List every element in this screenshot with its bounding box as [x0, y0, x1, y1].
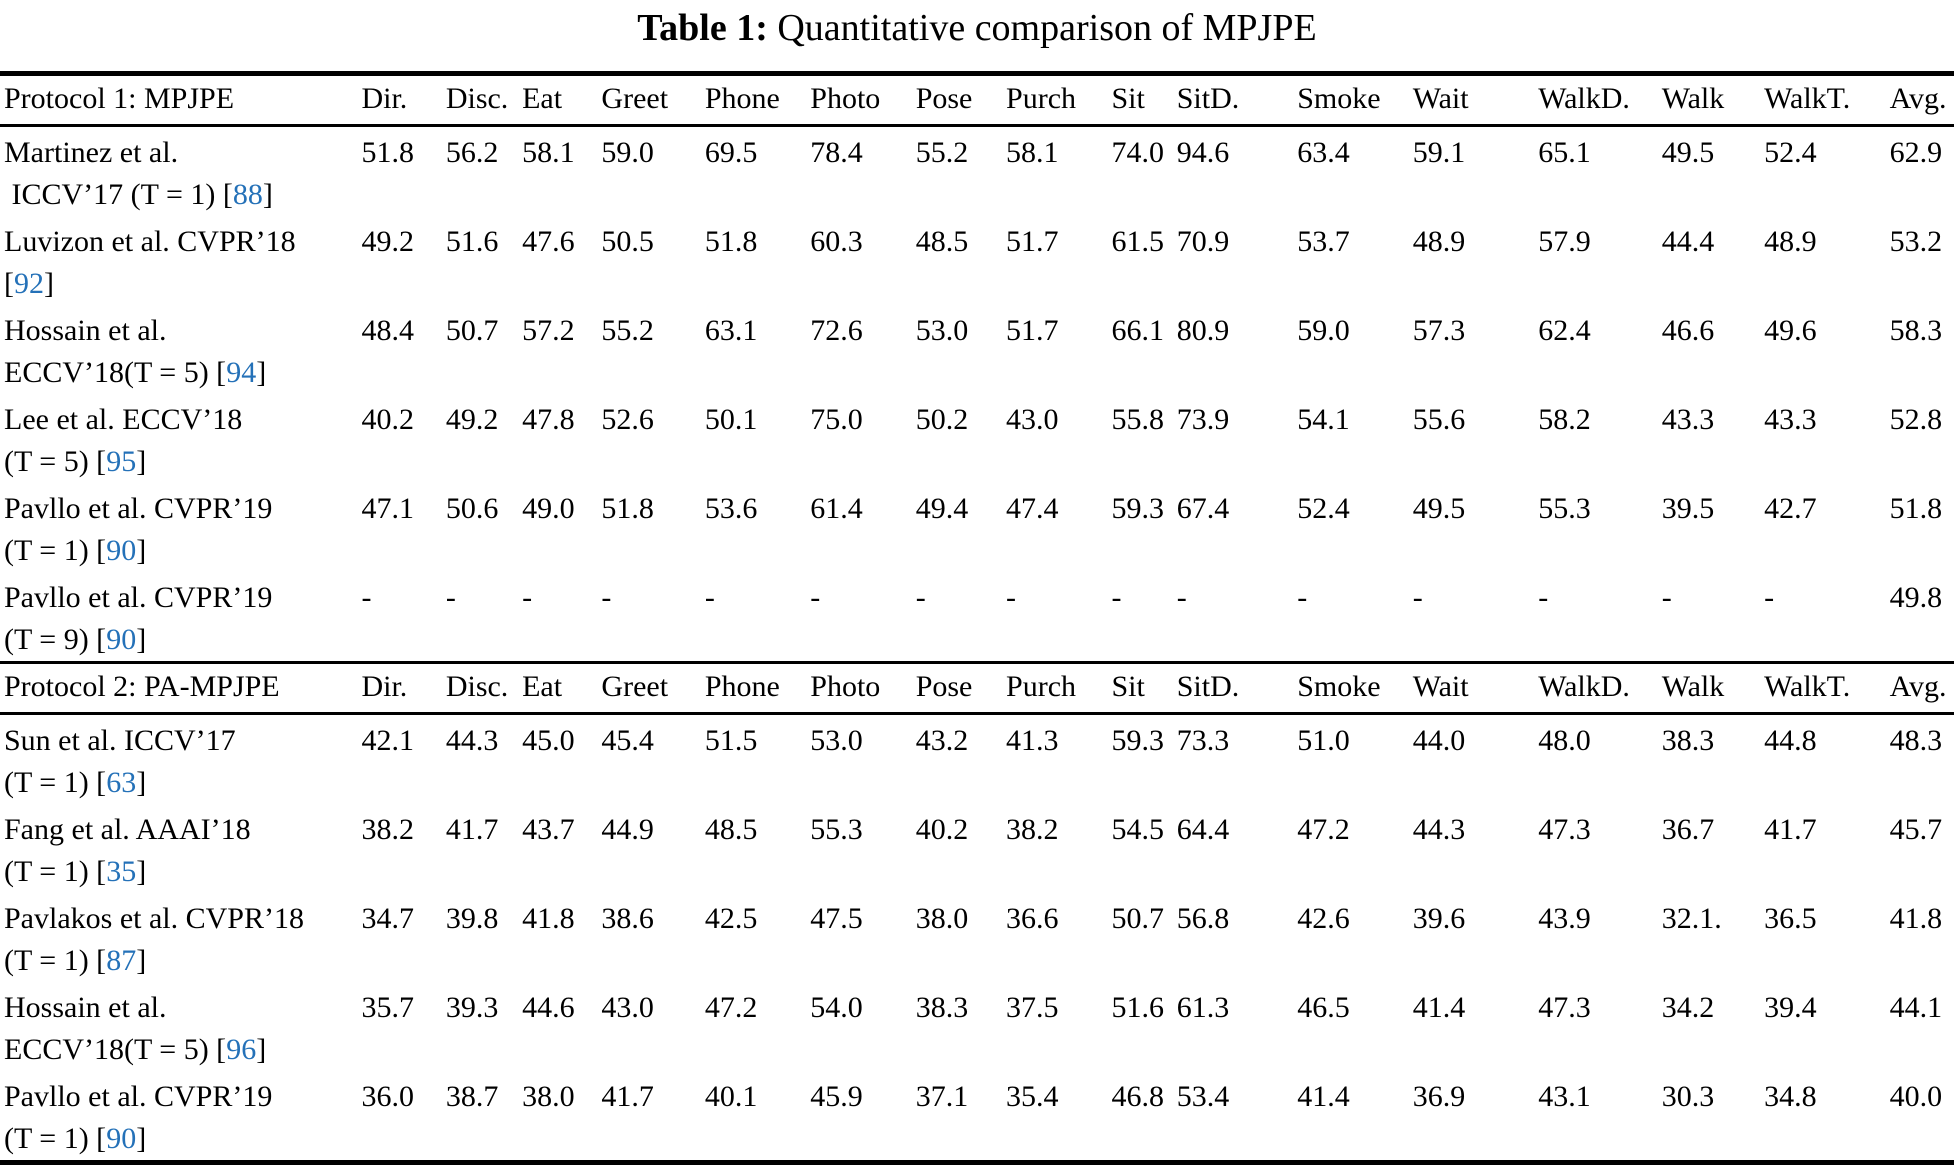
metric-value: 48.9 — [1764, 225, 1817, 258]
metric-value: 39.4 — [1764, 991, 1817, 1024]
metric-value: 43.2 — [915, 724, 969, 757]
protocol-label: Protocol 2: PA-MPJPE — [0, 663, 361, 714]
metric-value: 49.5 — [1412, 492, 1466, 525]
metric-value: 58.1 — [522, 136, 575, 169]
metric-value: 62.4 — [1538, 314, 1591, 347]
metric-value: 59.3 — [1111, 492, 1164, 525]
metric-value: 44.8 — [1764, 724, 1817, 757]
method-name: Fang et al. AAAI’18 — [4, 813, 251, 846]
metric-value: 55.3 — [810, 813, 863, 846]
metric-value: 56.8 — [1176, 902, 1230, 935]
metric-value: 38.2 — [361, 813, 414, 846]
column-header: WalkD. — [1538, 663, 1662, 714]
metric-value: 44.3 — [1412, 813, 1466, 846]
metric-value: 38.3 — [1661, 724, 1715, 757]
metric-value: 40.2 — [915, 813, 969, 846]
metric-value: 63.1 — [704, 314, 758, 347]
metric-value: 53.7 — [1297, 225, 1350, 258]
method-cell — [0, 1071, 361, 1163]
metric-value: 57.2 — [522, 314, 575, 347]
metric-value: 45.7 — [1889, 813, 1943, 846]
metric-value: 47.2 — [1297, 813, 1350, 846]
metric-value: 41.7 — [601, 1080, 654, 1113]
metric-value: 50.7 — [445, 314, 499, 347]
table-caption-text: Quantitative comparison of MPJPE — [767, 7, 1317, 49]
metric-value: - — [704, 581, 715, 614]
metric-value: 41.7 — [1764, 813, 1817, 846]
citation-link[interactable]: 95 — [106, 445, 137, 478]
metric-value: 49.2 — [361, 225, 414, 258]
metric-value: 47.5 — [810, 902, 863, 935]
column-header: Photo — [810, 74, 915, 126]
column-header: WalkT. — [1764, 74, 1890, 126]
metric-value: 55.3 — [1538, 492, 1591, 525]
method-venue: (T = 1) [35] — [4, 855, 147, 888]
metric-value: 55.2 — [915, 136, 969, 169]
metric-value: 36.7 — [1661, 813, 1715, 846]
column-header: WalkT. — [1764, 663, 1890, 714]
column-header: Walk — [1662, 663, 1764, 714]
method-name: Pavllo et al. CVPR’19 — [4, 1080, 273, 1113]
table-row — [0, 982, 1954, 1071]
metric-value: 59.3 — [1111, 724, 1164, 757]
metric-value: 48.9 — [1412, 225, 1466, 258]
table-row — [0, 714, 1954, 805]
metric-value: 47.4 — [1006, 492, 1059, 525]
column-header: SitD. — [1177, 663, 1297, 714]
column-header: Eat — [522, 74, 601, 126]
metric-value: 61.4 — [810, 492, 863, 525]
table-row — [0, 305, 1954, 394]
column-header: Greet — [601, 74, 704, 126]
metric-value: 43.0 — [1006, 403, 1059, 436]
metric-value: 41.8 — [1889, 902, 1943, 935]
citation-link[interactable]: 92 — [14, 267, 44, 300]
metric-value: - — [522, 581, 533, 614]
metric-value: 51.6 — [1111, 991, 1164, 1024]
method-cell — [0, 893, 361, 982]
citation-link[interactable]: 63 — [106, 766, 137, 799]
metric-value: 36.5 — [1764, 902, 1817, 935]
metric-value: 53.0 — [810, 724, 863, 757]
metric-value: - — [1538, 581, 1549, 614]
metric-value: - — [445, 581, 456, 614]
metric-value: 53.4 — [1176, 1080, 1230, 1113]
metric-value: 41.8 — [522, 902, 575, 935]
method-venue: (T = 1) [63] — [4, 766, 147, 799]
method-venue: (T = 5) [95] — [4, 445, 147, 478]
metric-value: 51.5 — [704, 724, 758, 757]
metric-value: 61.5 — [1111, 225, 1164, 258]
metric-value: - — [915, 581, 926, 614]
metric-value: 35.4 — [1006, 1080, 1059, 1113]
metric-value: - — [1661, 581, 1672, 614]
table-row — [0, 804, 1954, 893]
table-row — [0, 394, 1954, 483]
method-cell — [0, 483, 361, 572]
metric-value: 78.4 — [810, 136, 863, 169]
method-name: Pavlakos et al. CVPR’18 — [4, 902, 304, 935]
metric-value: 34.2 — [1661, 991, 1715, 1024]
column-header: Wait — [1413, 74, 1539, 126]
column-header: Greet — [601, 663, 704, 714]
citation-link[interactable]: 90 — [106, 1122, 137, 1155]
metric-value: 62.9 — [1889, 136, 1943, 169]
metric-value: 44.0 — [1412, 724, 1466, 757]
metric-value: 47.3 — [1538, 991, 1591, 1024]
metric-value: 52.8 — [1889, 403, 1943, 436]
method-name: Lee et al. ECCV’18 — [4, 403, 243, 436]
metric-value: 58.2 — [1538, 403, 1591, 436]
column-header: Smoke — [1297, 663, 1412, 714]
method-cell — [0, 394, 361, 483]
metric-value: 46.8 — [1111, 1080, 1164, 1113]
metric-value: 70.9 — [1176, 225, 1230, 258]
metric-value: 41.4 — [1297, 1080, 1350, 1113]
citation-link[interactable]: 94 — [226, 356, 257, 389]
metric-value: 48.5 — [704, 813, 758, 846]
metric-value: 52.4 — [1297, 492, 1350, 525]
method-cell — [0, 305, 361, 394]
metric-value: 36.0 — [361, 1080, 414, 1113]
column-header: Dir. — [361, 74, 445, 126]
metric-value: - — [1111, 581, 1122, 614]
metric-value: 55.6 — [1412, 403, 1466, 436]
metric-value: - — [361, 581, 372, 614]
metric-value: 38.7 — [445, 1080, 499, 1113]
metric-value: 49.2 — [445, 403, 499, 436]
metric-value: 43.3 — [1661, 403, 1715, 436]
metric-value: 38.6 — [601, 902, 654, 935]
metric-value: 53.2 — [1889, 225, 1943, 258]
metric-value: 43.1 — [1538, 1080, 1591, 1113]
table-caption-label: Table 1: — [637, 7, 768, 49]
metric-value: 74.0 — [1111, 136, 1164, 169]
metric-value: 73.3 — [1176, 724, 1230, 757]
method-venue: ICCV’17 (T = 1) [88] — [4, 178, 273, 211]
column-header: SitD. — [1177, 74, 1297, 126]
metric-value: 39.8 — [445, 902, 499, 935]
column-header: Photo — [810, 663, 915, 714]
metric-value: 45.0 — [522, 724, 575, 757]
metric-value: 39.5 — [1661, 492, 1715, 525]
citation-link[interactable]: 96 — [226, 1033, 257, 1066]
method-venue: ECCV’18(T = 5) [96] — [4, 1033, 267, 1066]
metric-value: 39.6 — [1412, 902, 1466, 935]
metric-value: 49.4 — [915, 492, 969, 525]
column-header: Phone — [705, 74, 810, 126]
metric-value: 50.1 — [704, 403, 758, 436]
citation-link[interactable]: 90 — [106, 623, 137, 656]
metric-value: 48.0 — [1538, 724, 1591, 757]
metric-value: - — [810, 581, 821, 614]
method-name: Pavllo et al. CVPR’19 — [4, 581, 273, 614]
table-row — [0, 216, 1954, 305]
metric-value: 49.6 — [1764, 314, 1817, 347]
metric-value: 49.5 — [1661, 136, 1715, 169]
column-header: Purch — [1006, 663, 1111, 714]
table-row — [0, 483, 1954, 572]
metric-value: 30.3 — [1661, 1080, 1715, 1113]
method-cell — [0, 804, 361, 893]
method-venue: (T = 1) [90] — [4, 1122, 147, 1155]
method-venue: (T = 9) [90] — [4, 623, 147, 656]
metric-value: - — [1764, 581, 1775, 614]
metric-value: - — [1412, 581, 1423, 614]
metric-value: 59.0 — [601, 136, 654, 169]
method-name: Sun et al. ICCV’17 — [4, 724, 236, 757]
section-header-row — [0, 663, 1954, 714]
metric-value: 40.2 — [361, 403, 414, 436]
table-row — [0, 1071, 1954, 1163]
column-header: Wait — [1413, 663, 1539, 714]
metric-value: 42.7 — [1764, 492, 1817, 525]
metric-value: 41.4 — [1412, 991, 1466, 1024]
metric-value: 51.6 — [445, 225, 499, 258]
metric-value: 44.9 — [601, 813, 654, 846]
metric-value: 73.9 — [1176, 403, 1230, 436]
metric-value: 50.5 — [601, 225, 654, 258]
metric-value: 55.8 — [1111, 403, 1164, 436]
metric-value: 69.5 — [704, 136, 758, 169]
method-name: Luvizon et al. CVPR’18 — [4, 225, 296, 258]
metric-value: 32.1. — [1661, 902, 1722, 935]
metric-value: 60.3 — [810, 225, 863, 258]
metric-value: 39.3 — [445, 991, 499, 1024]
metric-value: 45.4 — [601, 724, 654, 757]
metric-value: 66.1 — [1111, 314, 1164, 347]
metric-value: 80.9 — [1176, 314, 1230, 347]
protocol-label: Protocol 1: MPJPE — [0, 74, 361, 126]
column-header: Pose — [916, 74, 1006, 126]
metric-value: 41.3 — [1006, 724, 1059, 757]
method-cell — [0, 572, 361, 663]
metric-value: 43.3 — [1764, 403, 1817, 436]
column-header: Disc. — [446, 663, 522, 714]
column-header: Pose — [916, 663, 1006, 714]
metric-value: 42.1 — [361, 724, 414, 757]
metric-value: 53.0 — [915, 314, 969, 347]
metric-value: 58.1 — [1006, 136, 1059, 169]
metric-value: 64.4 — [1176, 813, 1230, 846]
metric-value: - — [1297, 581, 1308, 614]
citation-link[interactable]: 87 — [106, 944, 137, 977]
metric-value: 46.5 — [1297, 991, 1350, 1024]
metric-value: 49.8 — [1889, 581, 1943, 614]
citation-link[interactable]: 90 — [106, 534, 137, 567]
citation-link[interactable]: 88 — [232, 178, 263, 211]
method-cell — [0, 126, 361, 217]
citation-link[interactable]: 35 — [106, 855, 137, 888]
column-header: Eat — [522, 663, 601, 714]
metric-value: 51.7 — [1006, 225, 1059, 258]
metric-value: 40.1 — [704, 1080, 758, 1113]
column-header: WalkD. — [1538, 74, 1662, 126]
metric-value: 43.0 — [601, 991, 654, 1024]
metric-value: 47.1 — [361, 492, 414, 525]
metric-value: 47.6 — [522, 225, 575, 258]
metric-value: 48.5 — [915, 225, 969, 258]
metric-value: - — [1006, 581, 1017, 614]
column-header: Dir. — [361, 663, 445, 714]
metric-value: 57.3 — [1412, 314, 1466, 347]
table-row — [0, 893, 1954, 982]
metric-value: 51.8 — [361, 136, 414, 169]
column-header: Disc. — [446, 74, 522, 126]
table-caption — [0, 0, 1954, 71]
metric-value: 56.2 — [445, 136, 499, 169]
metric-value: 54.1 — [1297, 403, 1350, 436]
metric-value: 75.0 — [810, 403, 863, 436]
metric-value: 42.5 — [704, 902, 758, 935]
metric-value: 47.8 — [522, 403, 575, 436]
metric-value: 59.1 — [1412, 136, 1466, 169]
metric-value: 38.0 — [915, 902, 969, 935]
metric-value: 36.9 — [1412, 1080, 1466, 1113]
metric-value: 44.4 — [1661, 225, 1715, 258]
metric-value: 47.2 — [704, 991, 758, 1024]
metric-value: 40.0 — [1889, 1080, 1943, 1113]
metric-value: 53.6 — [704, 492, 758, 525]
column-header: Smoke — [1297, 74, 1412, 126]
metric-value: 44.3 — [445, 724, 499, 757]
metric-value: 41.7 — [445, 813, 499, 846]
metric-value: 42.6 — [1297, 902, 1350, 935]
metric-value: 43.9 — [1538, 902, 1591, 935]
column-header: Sit — [1111, 74, 1176, 126]
metric-value: 50.2 — [915, 403, 969, 436]
metric-value: 44.6 — [522, 991, 575, 1024]
metric-value: 45.9 — [810, 1080, 863, 1113]
metric-value: 58.3 — [1889, 314, 1943, 347]
metric-value: 50.7 — [1111, 902, 1164, 935]
metric-value: 37.5 — [1006, 991, 1059, 1024]
metric-value: 94.6 — [1176, 136, 1230, 169]
column-header: Phone — [705, 663, 810, 714]
metric-value: 72.6 — [810, 314, 863, 347]
metric-value: 43.7 — [522, 813, 575, 846]
method-name: Hossain et al. — [4, 314, 167, 347]
metric-value: 55.2 — [601, 314, 654, 347]
metric-value: 67.4 — [1176, 492, 1230, 525]
table-row — [0, 126, 1954, 217]
column-header: Walk — [1662, 74, 1764, 126]
metric-value: 44.1 — [1889, 991, 1943, 1024]
metric-value: - — [601, 581, 612, 614]
method-cell — [0, 982, 361, 1071]
metric-value: 52.6 — [601, 403, 654, 436]
method-venue: ECCV’18(T = 5) [94] — [4, 356, 267, 389]
metric-value: 54.5 — [1111, 813, 1164, 846]
method-name: Pavllo et al. CVPR’19 — [4, 492, 273, 525]
method-name: Hossain et al. — [4, 991, 167, 1024]
method-cell — [0, 714, 361, 805]
section-header-row — [0, 74, 1954, 126]
metric-value: 36.6 — [1006, 902, 1059, 935]
metric-value: 51.8 — [601, 492, 654, 525]
metric-value: 35.7 — [361, 991, 414, 1024]
metric-value: 61.3 — [1176, 991, 1230, 1024]
method-venue: (T = 1) [90] — [4, 534, 147, 567]
metric-value: 34.7 — [361, 902, 414, 935]
metric-value: 38.3 — [915, 991, 969, 1024]
metric-value: 49.0 — [522, 492, 575, 525]
metric-value: 51.8 — [704, 225, 758, 258]
metric-value: 59.0 — [1297, 314, 1350, 347]
table-row — [0, 572, 1954, 663]
metric-value: 47.3 — [1538, 813, 1591, 846]
metric-value: 38.2 — [1006, 813, 1059, 846]
mpjpe-table-body — [0, 74, 1954, 1163]
metric-value: 48.4 — [361, 314, 414, 347]
metric-value: 51.0 — [1297, 724, 1350, 757]
metric-value: 52.4 — [1764, 136, 1817, 169]
column-header: Avg. — [1890, 663, 1954, 714]
column-header: Avg. — [1890, 74, 1954, 126]
metric-value: 50.6 — [445, 492, 499, 525]
metric-value: 65.1 — [1538, 136, 1591, 169]
metric-value: 57.9 — [1538, 225, 1591, 258]
metric-value: 34.8 — [1764, 1080, 1817, 1113]
column-header: Sit — [1111, 663, 1176, 714]
metric-value: 46.6 — [1661, 314, 1715, 347]
mpjpe-table — [0, 71, 1954, 1165]
metric-value: 51.7 — [1006, 314, 1059, 347]
metric-value: 63.4 — [1297, 136, 1350, 169]
column-header: Purch — [1006, 74, 1111, 126]
metric-value: 38.0 — [522, 1080, 575, 1113]
method-venue: (T = 1) [87] — [4, 944, 147, 977]
metric-value: 51.8 — [1889, 492, 1943, 525]
metric-value: - — [1176, 581, 1187, 614]
metric-value: 48.3 — [1889, 724, 1943, 757]
metric-value: 37.1 — [915, 1080, 969, 1113]
metric-value: 54.0 — [810, 991, 863, 1024]
method-name: Martinez et al. — [4, 136, 179, 169]
method-cell — [0, 216, 361, 305]
method-venue: [92] — [4, 267, 54, 300]
